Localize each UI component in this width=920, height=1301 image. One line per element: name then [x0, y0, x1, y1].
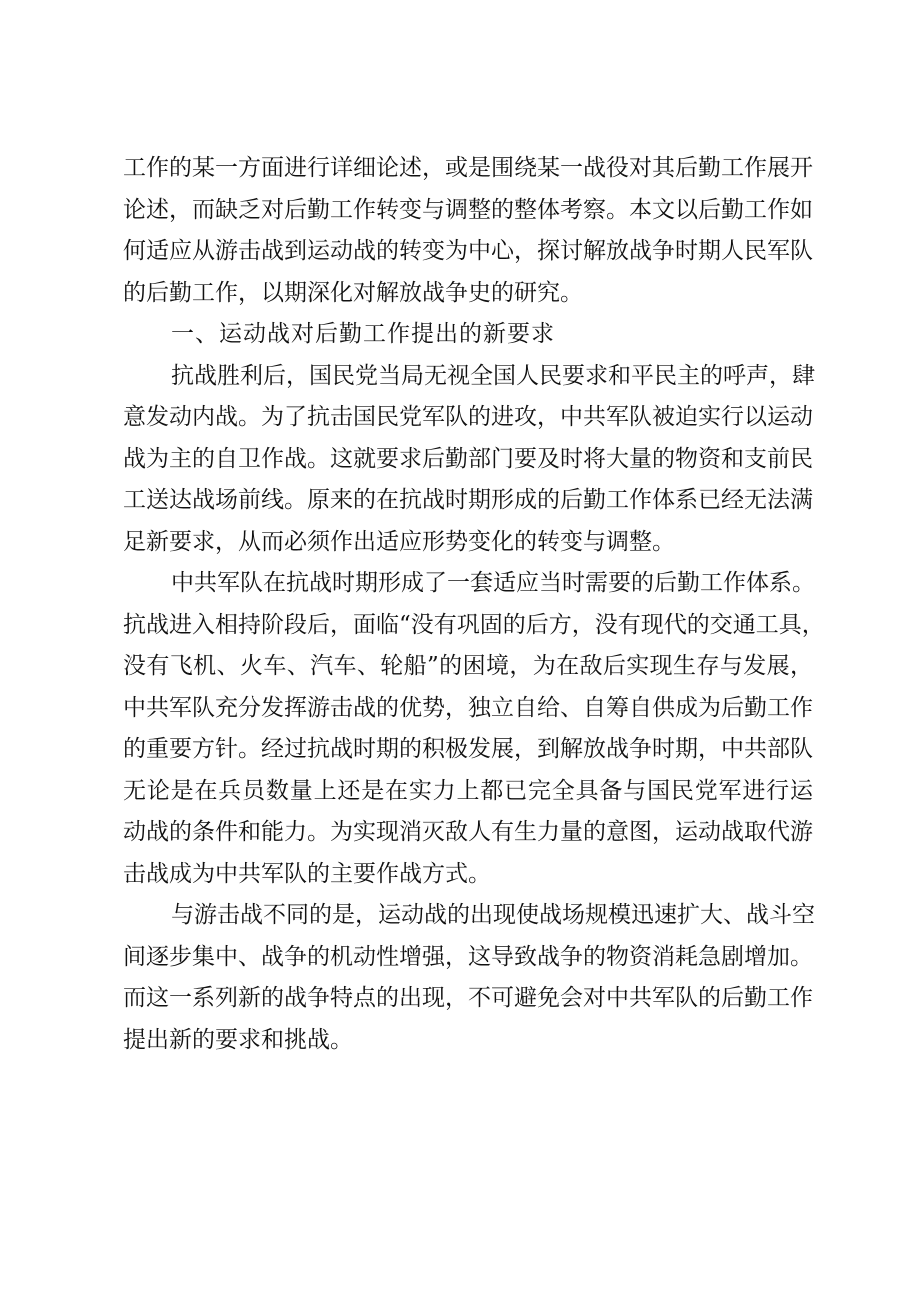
text-line: 抗战胜利后，国民党当局无视全国人民要求和平民主的呼声，肆: [171, 362, 815, 389]
text-line: 论述，而缺乏对后勤工作转变与调整的整体考察。本文以后勤工作如: [123, 196, 813, 223]
text-line: 中共军队在抗战时期形成了一套适应当时需要的后勤工作体系。: [171, 570, 815, 596]
text-line: 而这一系列新的战争特点的出现，不可避免会对中共军队的后勤工作: [123, 985, 813, 1011]
text-line: 抗战进入相持阶段后，面临“没有巩固的后方，没有现代的交通工具，: [123, 611, 825, 638]
text-line: 战为主的自卫作战。这就要求后勤部门要及时将大量的物资和支前民: [123, 445, 813, 472]
text-line: 足新要求，从而必须作出适应形势变化的转变与调整。: [123, 528, 675, 555]
text-line: 中共军队充分发挥游击战的优势，独立自给、自筹自供成为后勤工作: [123, 694, 813, 721]
text-line: 无论是在兵员数量上还是在实力上都已完全具备与国民党军进行运: [123, 777, 813, 804]
paragraph-2: [123, 563, 825, 895]
text-line: 工送达战场前线。原来的在抗战时期形成的后勤工作体系已经无法满: [123, 487, 813, 513]
text-line: 间逐步集中、战争的机动性增强，这导致战争的物资消耗急剧增加。: [123, 943, 813, 970]
section-heading: 一、运动战对后勤工作提出的新要求: [171, 321, 555, 347]
document-body: [123, 148, 825, 1061]
text-line: 何适应从游击战到运动战的转变为中心，探讨解放战争时期人民军队: [123, 238, 813, 264]
text-line: 与游击战不同的是，运动战的出现使战场规模迅速扩大、战斗空: [171, 902, 815, 928]
text-line: 动战的条件和能力。为实现消灭敌人有生力量的意图，运动战取代游: [123, 819, 813, 845]
text-line: 提出新的要求和挑战。: [123, 1026, 353, 1053]
paragraph-intro: [123, 148, 813, 314]
text-line: 的重要方针。经过抗战时期的积极发展，到解放战争时期，中共部队: [123, 736, 813, 762]
text-line: 没有飞机、火车、汽车、轮船”的困境，为在敌后实现生存与发展，: [123, 653, 813, 679]
text-line: 的后勤工作，以期深化对解放战争史的研究。: [123, 279, 583, 306]
text-line: 击战成为中共军队的主要作战方式。: [123, 860, 491, 887]
text-line: 工作的某一方面进行详细论述，或是围绕某一战役对其后勤工作展开: [123, 155, 813, 181]
paragraph-3: [123, 895, 813, 1061]
text-line: 意发动内战。为了抗击国民党军队的进攻，中共军队被迫实行以运动: [123, 404, 813, 430]
paragraph-1: [123, 356, 813, 564]
